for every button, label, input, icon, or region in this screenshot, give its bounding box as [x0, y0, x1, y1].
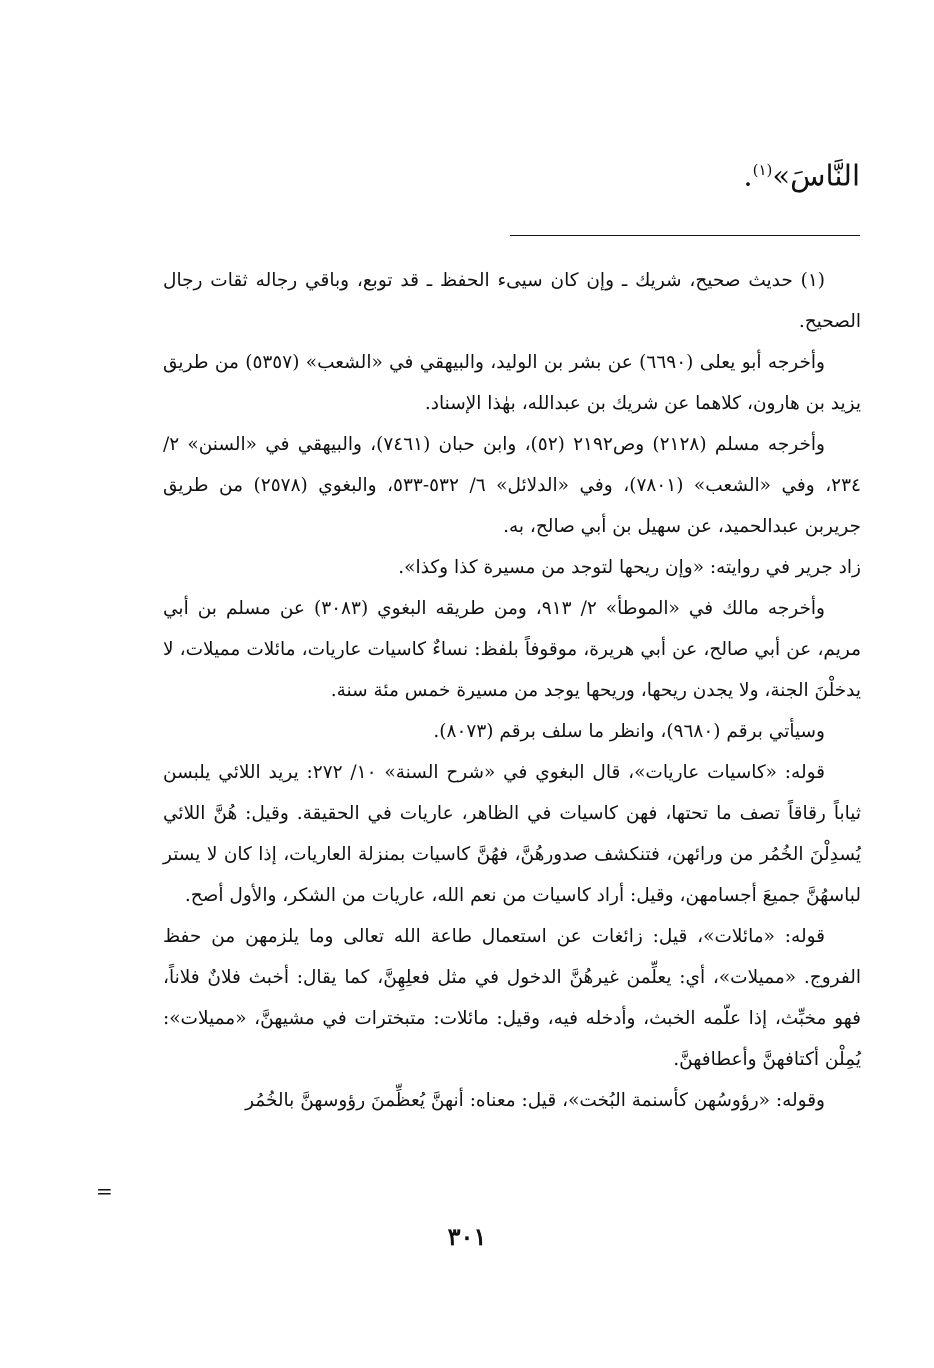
footnotes-section — [163, 260, 861, 1121]
main-text-word: النَّاسَ» — [772, 158, 860, 193]
footnote-separator — [510, 235, 860, 236]
footnote-paragraph: زاد جرير في روايته: «وإن ريحها لتوجد من مسيرة كذا وكذا». — [398, 557, 861, 578]
footnote-paragraph: وقوله: «رؤوسُهن كأسنمة البُخت»، قيل: معناه: أنهنَّ يُعظِّمنَ رؤوسهنَّ بالخُمُر — [245, 1090, 825, 1111]
footnote-reference: (١) — [752, 161, 773, 179]
footnote-paragraph: (١) حديث صحيح، شريك ـ وإن كان سيىء الحفظ ـ قد توبع، وباقي رجاله ثقات رجال الصحيح. — [163, 270, 861, 332]
footnote-paragraph: وسيأتي برقم (٩٦٨٠)، وانظر ما سلف برقم (٨٠٧٣). — [433, 721, 825, 742]
main-text-period: . — [743, 158, 753, 193]
footnote-paragraph: وأخرجه مسلم (٢١٢٨) وص٢١٩٢ (٥٢)، وابن حبان (٧٤٦١)، والبيهقي في «السنن» ٢/ ٢٣٤، وفي «الشعب» (٧٨٠١)، وفي «الدلائل» ٦/ ٥٣٢-٥٣٣، والبغوي (٢٥٧٨) من طريق جريربن عبدالحميد، عن سهيل بن أبي صالح، به. — [163, 434, 861, 537]
page-number: ٣٠١ — [447, 1222, 487, 1251]
main-text-line — [743, 150, 860, 196]
footnote-paragraph: قوله: «مائلات»، قيل: زائغات عن استعمال طاعة الله تعالى وما يلزمهن من حفظ الفروج. «مميلات»، أي: يعلِّمن غيرهُنَّ الدخول في مثل فعلِهِنَّ، كما يقال: أخبث فلانٌ فلاناً، فهو مخبِّث، إذا علّمه الخبث، وأدخله فيه، وقيل: مائلات: متبخترات في مشيهنَّ، «مميلات»: يُمِلْن أكتافهنَّ وأعطافهنَّ. — [163, 926, 861, 1070]
footnote-paragraph: قوله: «كاسيات عاريات»، قال البغوي في «شرح السنة» ١٠/ ٢٧٢: يريد اللائي يلبسن ثياباً رقاقاً تصف ما تحتها، فهن كاسيات في الظاهر، عاريات في الحقيقة. وقيل: هُنَّ اللائي يُسدِلْنَ الخُمُر من ورائهن، فتنكشف صدورهُنَّ، فهُنَّ كاسيات بمنزلة العاريات، إذا كان لا يستر لباسهُنَّ جميعَ أجسامهن، وقيل: أراد كاسيات من نعم الله، عاريات من الشكر، والأول أصح. — [163, 762, 861, 906]
continuation-mark: = — [96, 1179, 113, 1203]
footnote-paragraph: وأخرجه مالك في «الموطأ» ٢/ ٩١٣، ومن طريقه البغوي (٣٠٨٣) عن مسلم بن أبي مريم، عن أبي صالح، عن أبي هريرة، موقوفاً بلفظ: نساءٌ كاسيات عاريات، مائلات مميلات، لا يدخلْنَ الجنة، ولا يجدن ريحها، وريحها يوجد من مسيرة خمس مئة سنة. — [163, 598, 861, 701]
footnote-paragraph: وأخرجه أبو يعلى (٦٦٩٠) عن بشر بن الوليد، والبيهقي في «الشعب» (٥٣٥٧) من طريق يزيد بن هارون، كلاهما عن شريك بن عبدالله، بهٰذا الإسناد. — [163, 352, 861, 414]
